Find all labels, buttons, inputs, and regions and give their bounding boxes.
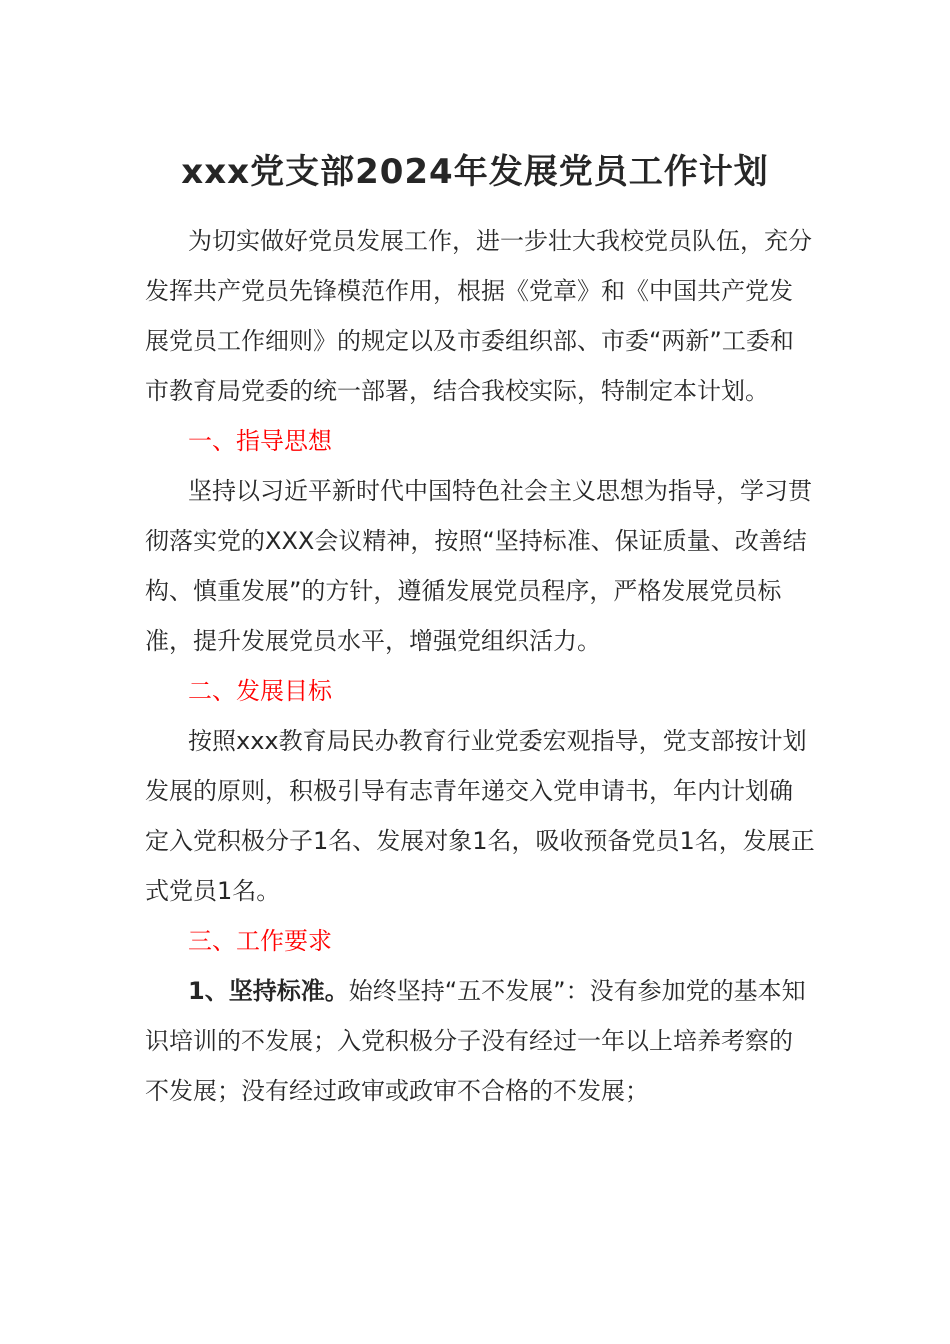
section-heading-work-requirements: 三、工作要求 bbox=[188, 927, 332, 955]
section-heading-guiding-ideology: 一、指导思想 bbox=[188, 427, 332, 455]
development-goals-paragraph: 按照xxx教育局民办教育行业党委宏观指导，党支部按计划发展的原则，积极引导有志青年递交入党申请书，年内计划确定入党积极分子1名、发展对象1名，吸收预备党员1名，发展正式党员1名。 bbox=[145, 727, 815, 905]
intro-paragraph: 为切实做好党员发展工作，进一步壮大我校党员队伍，充分发挥共产党员先锋模范作用，根据《党章》和《中国共产党发展党员工作细则》的规定以及市委组织部、市委“两新”工委和市教育局党委的统一部署，结合我校实际，特制定本计划。 bbox=[145, 227, 812, 405]
document-title: xxx党支部2024年发展党员工作计划 bbox=[181, 152, 769, 192]
section-heading-development-goals: 二、发展目标 bbox=[188, 677, 332, 705]
requirement-text: 始终坚持“五不发展”：没有参加党的基本知识培训的不发展；入党积极分子没有经过一年以上培养考察的不发展；没有经过政审或政审不合格的不发展； bbox=[145, 977, 806, 1105]
requirement-lead: 1、坚持标准。 bbox=[188, 977, 349, 1005]
document-body bbox=[145, 216, 815, 1116]
work-requirements-paragraph bbox=[145, 966, 815, 1116]
guiding-ideology-paragraph: 坚持以习近平新时代中国特色社会主义思想为指导，学习贯彻落实党的XXX会议精神，按照“坚持标准、保证质量、改善结构、慎重发展”的方针，遵循发展党员程序，严格发展党员标准，提升发展党员水平，增强党组织活力。 bbox=[145, 477, 812, 655]
